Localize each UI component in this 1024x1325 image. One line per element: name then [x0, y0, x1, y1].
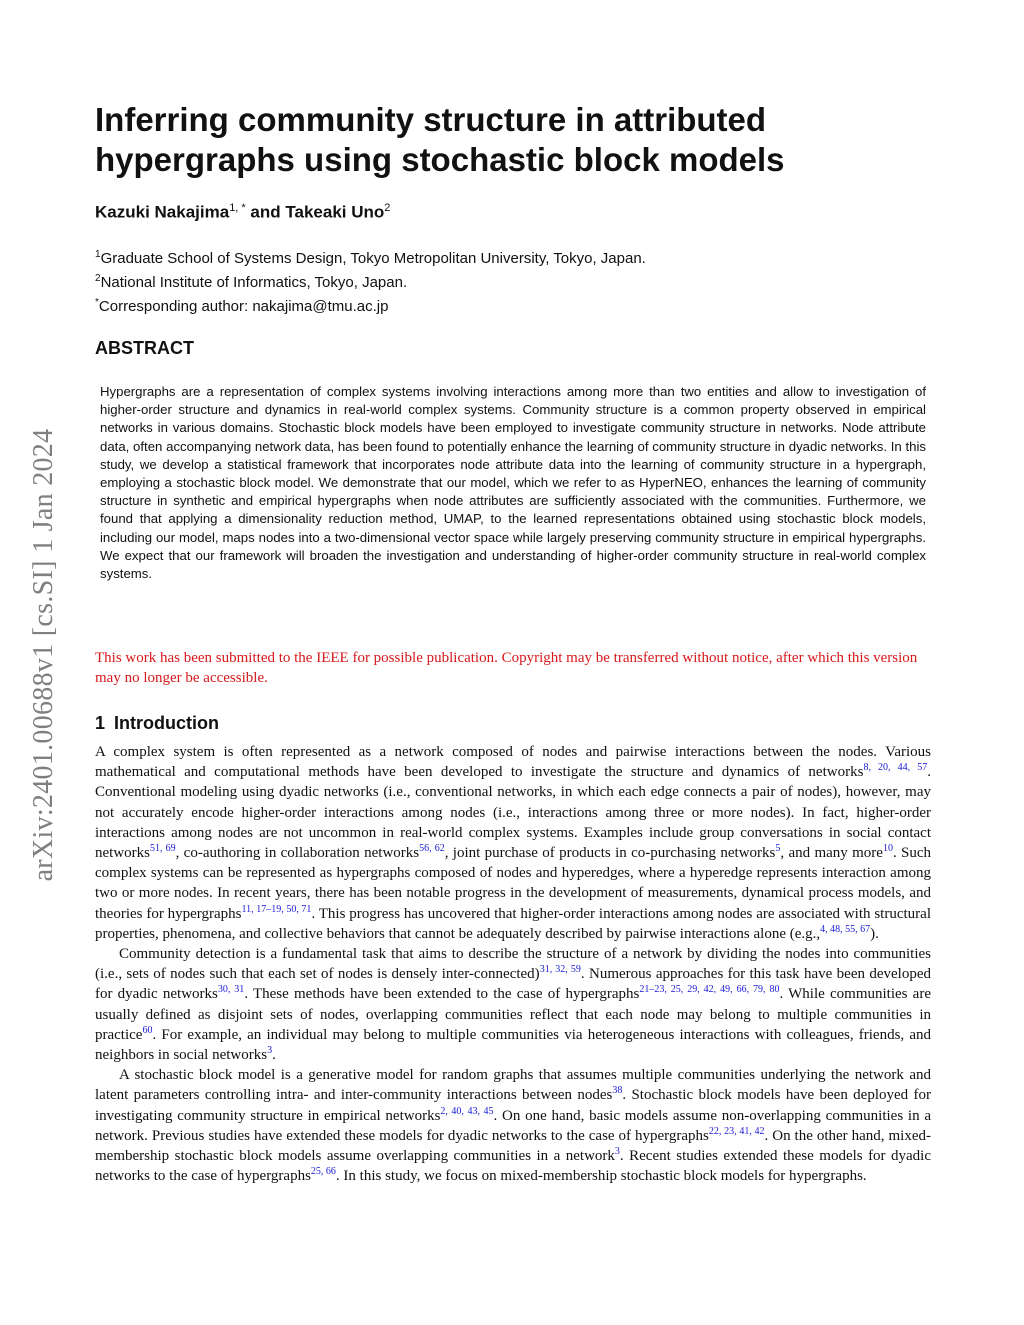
affiliation-mark: 2 [384, 202, 391, 214]
citation-link[interactable]: 56, 62 [419, 843, 445, 855]
citation-link[interactable]: 21–23, 25, 29, 42, 49, 66, 79, 80 [639, 984, 780, 996]
citation-link[interactable]: 22, 23, 41, 42 [708, 1125, 765, 1137]
affiliation-mark: 1 [95, 249, 101, 260]
affiliation-mark: * [95, 297, 99, 308]
affiliation-list [95, 245, 915, 317]
paragraph-text: . Stochastic block models have been deployed for investigating community structure in empirical networks [95, 1087, 931, 1124]
citation-link[interactable]: 2, 40, 43, 45 [440, 1105, 494, 1117]
citation-link[interactable]: 8, 20, 44, 57 [863, 762, 928, 774]
paragraph-text: , co-authoring in collaboration networks [175, 845, 420, 862]
affiliation-text[interactable]: Corresponding author: nakajima@tmu.ac.jp [98, 298, 389, 315]
paragraph-text: , joint purchase of products in co-purchasing networks [444, 845, 776, 862]
paragraph-text: . In this study, we focus on mixed-membership stochastic block models for hypergraphs. [335, 1168, 867, 1185]
paragraph [95, 944, 931, 1065]
paragraph-text: . On the other hand, mixed-membership stochastic block models assume overlapping communities in a network [95, 1127, 931, 1165]
paragraph [95, 742, 931, 944]
citation-link[interactable]: 10 [882, 843, 893, 855]
paragraph-text: . Recent studies extended these models for dyadic networks to the case of hypergraphs [95, 1148, 932, 1185]
paragraph-text: Community detection is a fundamental task that aims to describe the structure of a network by dividing the nodes into communities (i.e., sets of nodes such that each set of nodes is densely inter-connected) [95, 946, 931, 983]
abstract-text: Hypergraphs are a representation of complex systems involving interactions among more than two entities and allow to investigation of higher-order structure and dynamics in real-world complex systems. Community structure is a common property observed in empirical networks in various domains. Stochastic block models have been employed to investigate community structure in networks. Node attribute data, often accompanying network data, has been found to potentially enhance the learning of community structure in dyadic networks. In this study, we develop a statistical framework that incorporates node attribute data into the learning of community structure in a hypergraph, employing a stochastic block model. We demonstrate that our model, which we refer to as HyperNEO, enhances the learning of community structure in synthetic and empirical hypergraphs when node attributes are sufficiently associated with the communities. Furthermore, we found that applying a dimensionality reduction method, UMAP, to the learned representations obtained using stochastic block models, including our model, maps nodes into a two-dimensional vector space while largely preserving community structure in empirical hypergraphs. We expect that our framework will broaden the investigation and understanding of higher-order community structure in real-world complex systems. [100, 384, 926, 582]
affiliation-line [95, 293, 915, 317]
paragraph-text: . Such complex systems can be represented as hypergraphs composed of nodes and hyperedges, where a hyperedge represents interaction among two or more nodes. In recent years, there has been notable progress in the development of measurements, dynamical process models, and theories for hypergraphs [95, 845, 932, 922]
section-number: 1 [95, 713, 106, 733]
citation-link[interactable]: 60 [142, 1024, 153, 1036]
paragraph-text: , and many more [780, 845, 883, 862]
citation-link[interactable]: 5 [775, 843, 781, 855]
author-name: Kazuki Nakajima [95, 202, 230, 222]
citation-link[interactable]: 4, 48, 55, 67 [820, 923, 871, 935]
affiliation-mark: 1, * [229, 202, 246, 214]
ieee-submission-notice: This work has been submitted to the IEEE for possible publication. Copyright may be transferred without notice, after which this version may no longer be accessible. [95, 650, 918, 686]
citation-link[interactable]: 30, 31 [217, 984, 245, 996]
paragraph-text: . This progress has uncovered that higher-order interactions among nodes are associated with structural properties, phenomena, and collective behaviors that cannot be adequately described by pairwise interactions alone (e.g., [95, 905, 931, 942]
citation-link[interactable]: 51, 69 [150, 843, 176, 855]
author-name: Takeaki Uno [285, 202, 385, 222]
introduction-body [95, 742, 931, 1186]
arxiv-identifier-stamp[interactable]: arXiv:2401.00688v1 [cs.SI] 1 Jan 2024 [28, 428, 59, 882]
paragraph-text: . While communities are usually defined as disjoint sets of nodes, overlapping communities reflect that each node may belong to multiple communities in practice [95, 986, 931, 1043]
author-connector: and [245, 202, 286, 222]
affiliation-line [95, 269, 915, 293]
citation-link[interactable]: 38 [612, 1085, 623, 1097]
paragraph-text: . These methods have been extended to the case of hypergraphs [244, 986, 640, 1003]
section-heading [95, 711, 219, 735]
citation-link[interactable]: 31, 32, 59 [539, 964, 581, 976]
citation-link[interactable]: 25, 66 [310, 1166, 336, 1178]
paragraph-text: A complex system is often represented as a network composed of nodes and pairwise interactions between the nodes. Various mathematical and computational methods have been developed to investigate the structure and dynamics of networks [95, 744, 931, 781]
paragraph-text: ). [870, 925, 879, 942]
paragraph-text: A stochastic block model is a generative model for random graphs that assumes multiple communities underlying the network and latent parameters controlling intra- and inter-community interactions between nodes [95, 1067, 931, 1104]
abstract-heading: ABSTRACT [95, 338, 194, 358]
affiliation-text: National Institute of Informatics, Tokyo, Japan. [100, 274, 408, 291]
paragraph-text: . On one hand, basic models assume non-overlapping communities in a network. Previous studies have extended these models for dyadic networks to the case of hypergraphs [95, 1107, 932, 1144]
affiliation-text: Graduate School of Systems Design, Tokyo Metropolitan University, Tokyo, Japan. [100, 250, 646, 267]
citation-link[interactable]: 11, 17–19, 50, 71 [241, 903, 312, 915]
paragraph-text: . For example, an individual may belong to multiple communities via heterogeneous interactions with colleagues, friends, and neighbors in social networks [95, 1026, 931, 1064]
paper-title: Inferring community structure in attributed hypergraphs using stochastic block models [95, 101, 785, 178]
paragraph-text: . Conventional modeling using dyadic networks (i.e., conventional networks, in which each edge connects a pair of nodes), however, may not accurately encode higher-order interactions among nodes (i.e., interactions among three or more nodes). In fact, higher-order interactions among nodes are not uncommon in real-world complex systems. Examples include group conversations in social contact networks [95, 764, 932, 862]
author-line [95, 196, 390, 225]
affiliation-mark: 2 [95, 273, 101, 284]
citation-link[interactable]: 3 [267, 1045, 273, 1057]
affiliation-line [95, 245, 915, 269]
citation-link[interactable]: 3 [614, 1146, 620, 1158]
paragraph-text: . Numerous approaches for this task have been developed for dyadic networks [95, 966, 931, 1003]
paragraph [95, 1065, 931, 1186]
paragraph-text: . [272, 1047, 276, 1064]
section-title: Introduction [114, 713, 219, 733]
